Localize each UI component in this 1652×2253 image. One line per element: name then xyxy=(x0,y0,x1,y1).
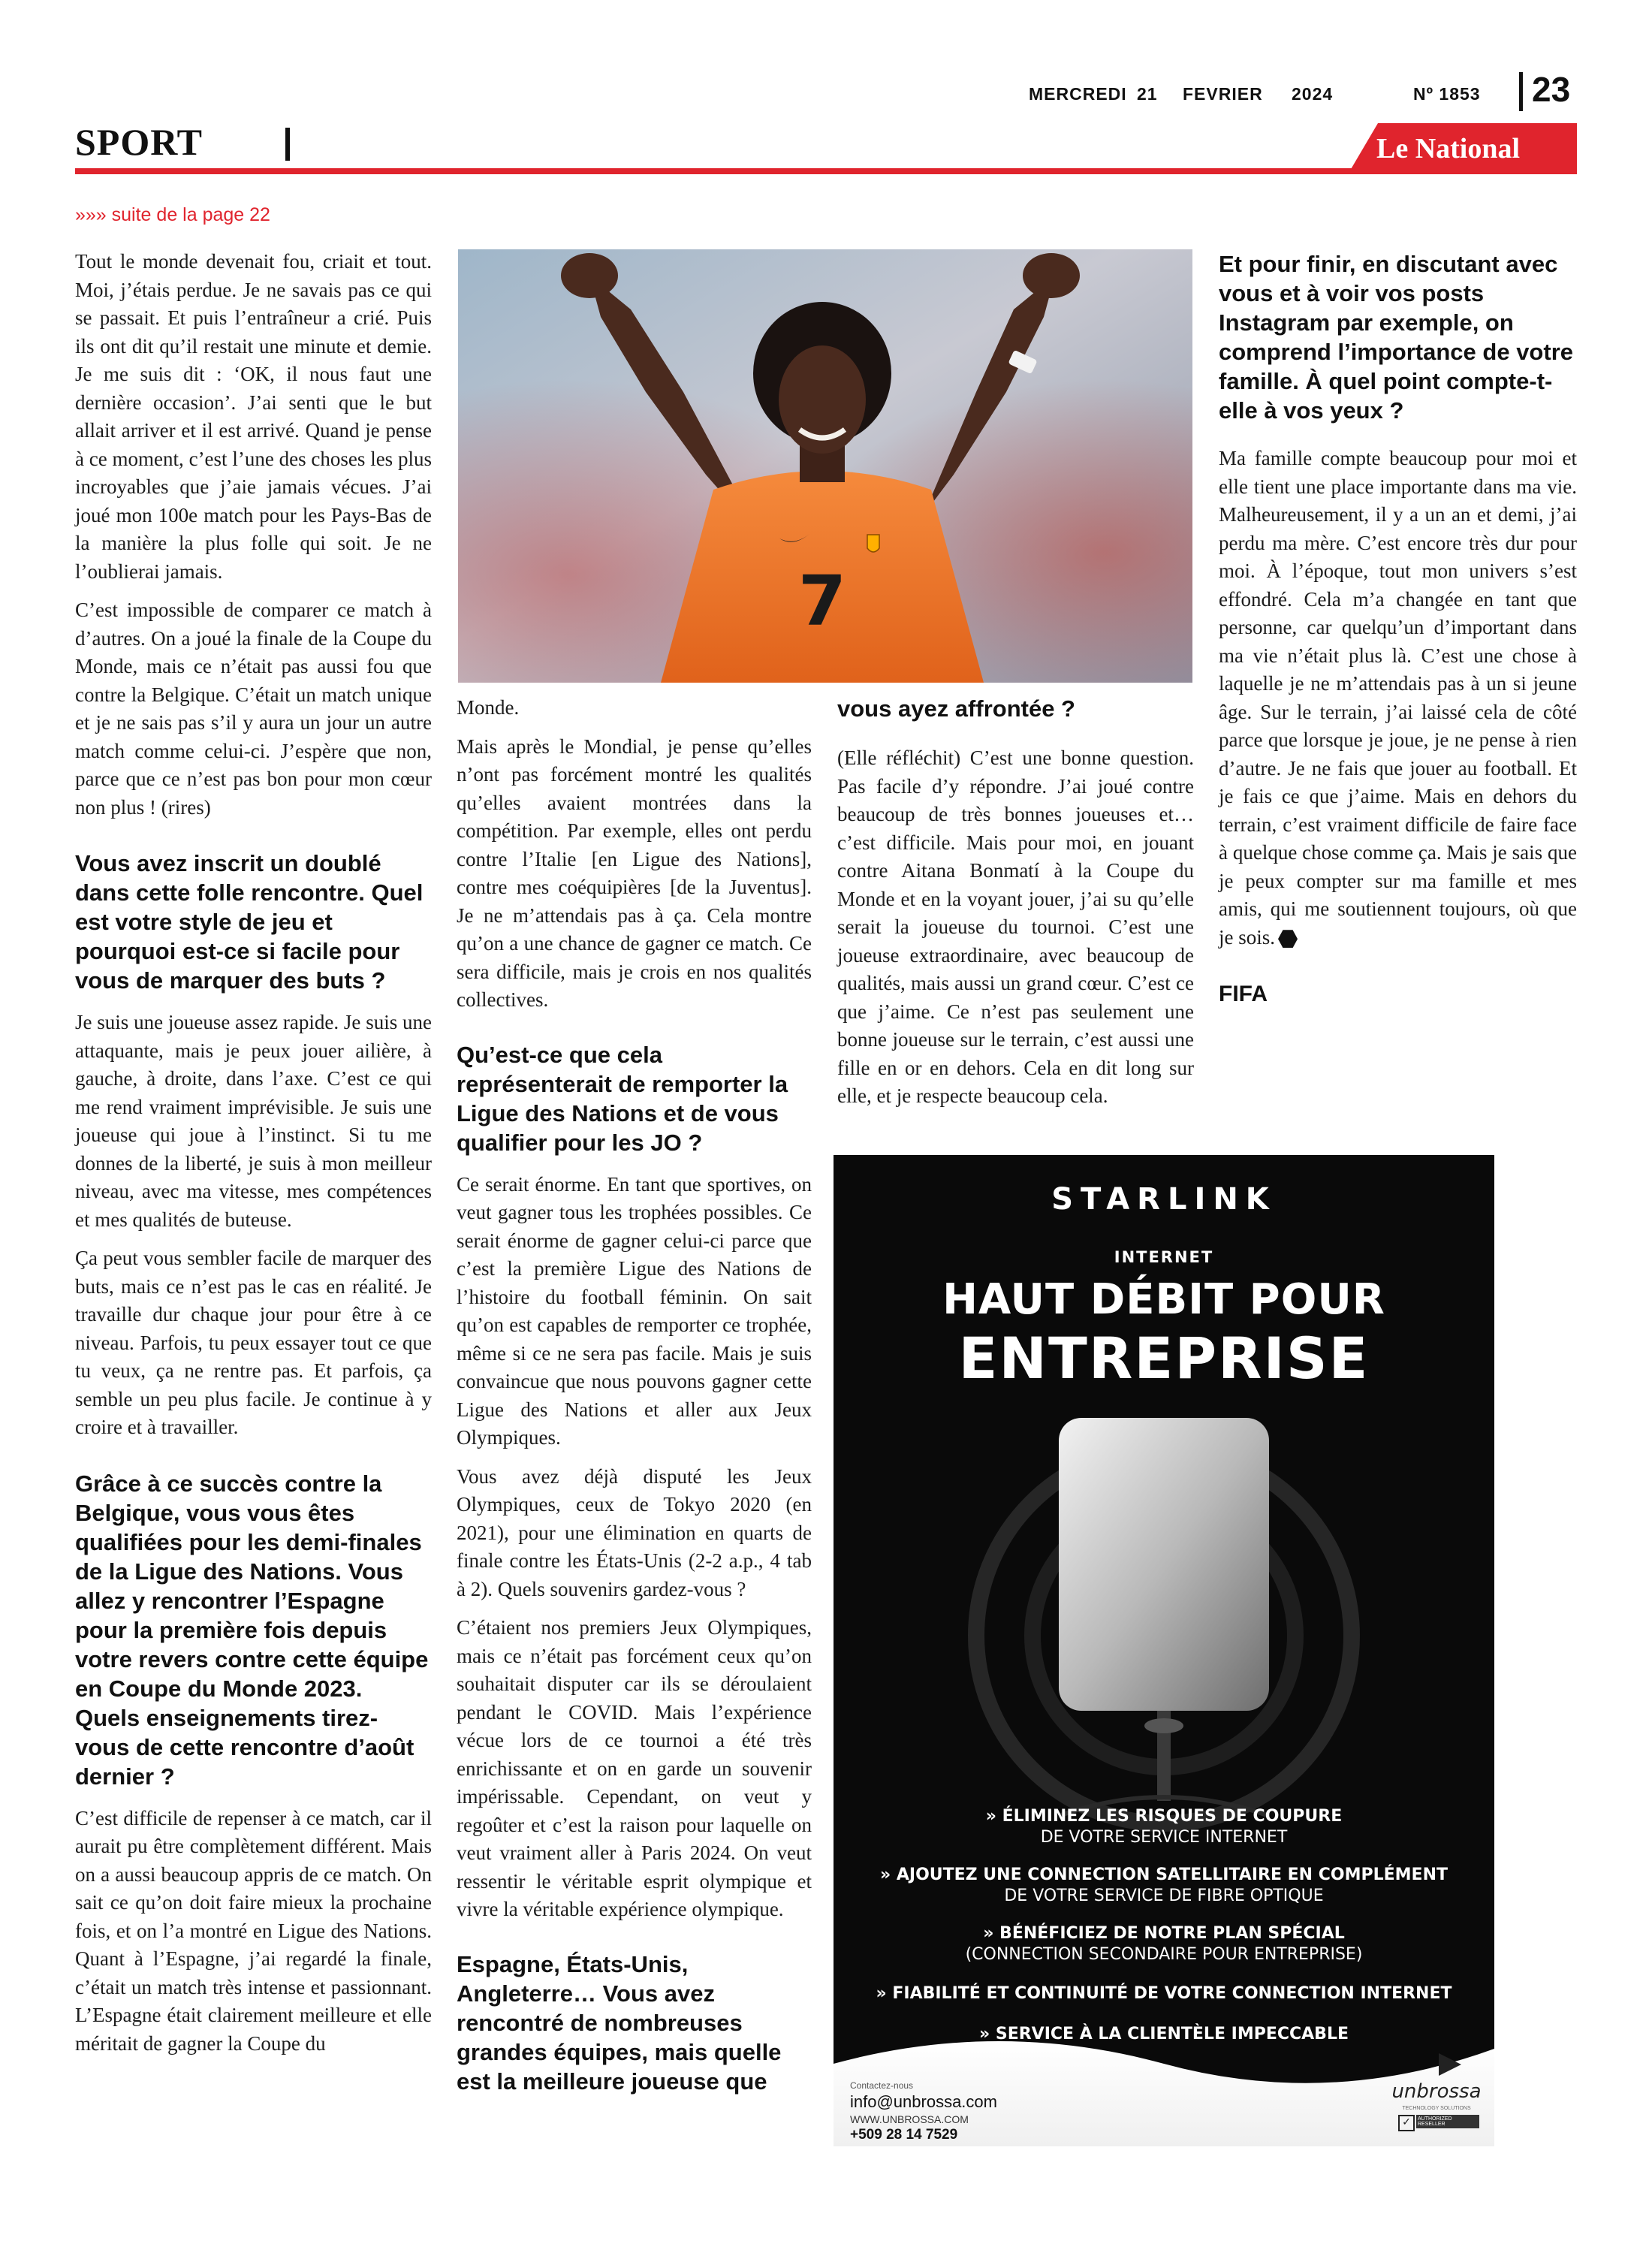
question-heading: vous ayez affrontée ? xyxy=(837,695,1075,722)
paragraph xyxy=(1219,445,1577,952)
player-photo xyxy=(458,249,1192,683)
question-heading: Et pour finir, en discutant avec vous et à voir vos posts Instagram par exemple, on comprend l’importance de votre famille. À quel point compte-t-elle à vos yeux ? xyxy=(1219,251,1573,424)
article-column-3 xyxy=(837,694,1194,1121)
reseller-badge: AUTHORIZED RESELLER xyxy=(1416,2115,1479,2128)
ad-kicker: INTERNET xyxy=(1114,1248,1214,1266)
ad-bullet-detail: DE VOTRE SERVICE INTERNET xyxy=(1040,1828,1288,1847)
ad-bullet: » ÉLIMINEZ LES RISQUES DE COUPURE xyxy=(985,1807,1343,1826)
ad-phone[interactable]: +509 28 14 7529 xyxy=(850,2127,958,2143)
starlink-advertisement[interactable] xyxy=(834,1155,1494,2146)
date-weekday: MERCREDI xyxy=(1029,84,1127,104)
paragraph: C’est impossible de comparer ce match à d’autres. On a joué la finale de la Coupe du Monde, mais ce n’était pas aussi fou que contre la Belgique. C’était un match unique et je ne sais pas s’il y aura un jour un autre match comme celui-ci. J’espère que non, parce que ce n’est pas bon pour mon cœur non plus ! (rires) xyxy=(75,599,432,819)
ad-bullet-detail: (CONNECTION SECONDAIRE POUR ENTREPRISE) xyxy=(965,1945,1363,1964)
ad-logo: unbrossa xyxy=(1391,2080,1482,2103)
question-heading: Espagne, États-Unis, Angleterre… Vous avez rencontré de nombreuses grandes équipes, mais quelle est la meilleure joueuse que xyxy=(457,1950,782,2095)
paragraph: Monde. xyxy=(457,696,520,719)
ad-bullet-detail: DE VOTRE SERVICE DE FIBRE OPTIQUE xyxy=(1004,1887,1324,1905)
ad-brand: STARLINK xyxy=(1051,1182,1277,1217)
paragraph: (Elle réfléchit) C’est une bonne question. Pas facile d’y répondre. J’ai joué contre beaucoup de très bonnes joueuses et… c’est difficile. Mais pour moi, en jouant contre Aitana Bonmatí à la Coupe du Monde et en la voyant jouer, j’ai su qu’elle serait la joueuse du tournoi. C’est une joueuse extraordinaire, avec beaucoup de qualités, mais aussi un grand cœur. C’est ce que j’aime. Ce n’est pas seulement une bonne joueuse sur le terrain, c’est aussi une fille en or en dehors. Cela en dit long sur elle, et je respecte beaucoup cela. xyxy=(837,746,1194,1107)
article-column-4 xyxy=(1219,249,1577,1007)
paragraph-text: Ma famille compte beaucoup pour moi et elle tient une place importante dans ma vie. Malheureusement, il y a un an et demi, j’ai perdu ma mère. C’est encore très dur pour moi. À l’époque, tout mon univers s’est effondré. Cela m’a changée en tant que personne, car quelqu’un d’important dans ma vie n’était plus là. C’est une chose à laquelle je ne m’attendais pas à un si jeune âge. Sur le terrain, j’ai laissé cela de côté parce que lorsque je joue, je ne pense à rien d’autre. Je ne fais que jouer au football. Et je fais ce que j’aime. Mais en dehors du terrain, c’est vraiment difficile de faire face à quelque chose comme ça. Mais je sais que je peux compter sur ma famille et mes amis, qui me soutiennent toujours, où que je sois. xyxy=(1219,447,1577,949)
question-heading: Vous avez inscrit un doublé dans cette folle rencontre. Quel est votre style de jeu et pourquoi est-ce si facile pour vous de marquer des buts ? xyxy=(75,850,424,994)
ad-bullet: » FIABILITÉ ET CONTINUITÉ DE VOTRE CONNECTION INTERNET xyxy=(876,1984,1452,2003)
ad-contact-label: Contactez-nous xyxy=(850,2080,914,2091)
paragraph: Vous avez déjà disputé les Jeux Olympiques, ceux de Tokyo 2020 (en 2021), pour une élimination en quarts de finale contre les États-Unis (2-2 a.p., 4 tab à 2). Quels souvenirs gardez-vous ? xyxy=(457,1464,812,1600)
end-mark-icon xyxy=(1278,930,1298,948)
ad-website[interactable]: WWW.UNBROSSA.COM xyxy=(850,2113,969,2125)
date-year: 2024 xyxy=(1292,84,1334,104)
article-column-2 xyxy=(457,694,812,2110)
jersey-number: 7 xyxy=(797,561,847,641)
ad-bullet: » AJOUTEZ UNE CONNECTION SATELLITAIRE EN COMPLÉMENT xyxy=(880,1865,1448,1884)
paragraph: Ça peut vous sembler facile de marquer des buts, mais ce n’est pas le cas en réalité. Je travaille dur chaque jour pour être à ce niveau. Parfois, tu peux essayer tout ce que tu veux, ça ne rentre pas. Et parfois, ça semble un peu plus facile. Je continue à y croire et à travailler. xyxy=(75,1247,432,1438)
article-column-1 xyxy=(75,248,432,2068)
ad-logo-subtitle: TECHNOLOGY SOLUTIONS xyxy=(1402,2106,1471,2111)
ad-email[interactable]: info@unbrossa.com xyxy=(850,2092,997,2111)
ad-headline-line2: ENTREPRISE xyxy=(958,1325,1370,1392)
ad-bullet: » SERVICE À LA CLIENTÈLE IMPECCABLE xyxy=(978,2025,1349,2043)
question-heading: Qu’est-ce que cela représenterait de remporter la Ligue des Nations et de vous qualifier pour les JO ? xyxy=(457,1041,788,1156)
paragraph: C’étaient nos premiers Jeux Olympiques, mais ce n’était pas forcément ceux qu’on souhaitait disputer car ils se déroulaient pendant le COVID. Mais l’expérience vécue lors de ce tournoi a été très enrichissante et on en garde un souvenir impérissable. Cependant, on veut y regoûter et c’est la raison pour laquelle on veut vraiment aller à Paris 2024. On veut ressentir le véritable esprit olympique et vivre la véritable expérience olympique. xyxy=(457,1616,812,1920)
ad-bullet: » BÉNÉFICIEZ DE NOTRE PLAN SPÉCIAL xyxy=(983,1924,1345,1943)
continued-from: »»» suite de la page 22 xyxy=(75,204,270,225)
date-day: 21 xyxy=(1137,84,1158,104)
question-heading: Grâce à ce succès contre la Belgique, vous vous êtes qualifiées pour les demi-finales de la Ligue des Nations. Vous allez y rencontrer l’Espagne pour la première fois depuis votre revers contre cette équipe en Coupe du Monde 2023. Quels enseignements tirez-vous de cette rencontre d’août dernier ? xyxy=(75,1470,429,1790)
page-number-divider xyxy=(1519,72,1523,111)
brand-name: Le National xyxy=(1376,133,1521,164)
check-badge-icon: ✓ xyxy=(1398,2115,1415,2131)
section-title: SPORT xyxy=(75,121,203,163)
section-divider xyxy=(285,128,290,161)
date-month: FEVRIER xyxy=(1183,84,1263,104)
paragraph: Je suis une joueuse assez rapide. Je suis une attaquante, mais je peux jouer ailière, à gauche, à droite, dans l’axe. C’est ce qui me rend vraiment imprévisible. Je suis une joueuse qui joue à l’instinct. Si tu me donnes de la liberté, je suis à mon meilleur niveau, avec ma vitesse, mes compétences et mes qualités de buteuse. xyxy=(75,1011,432,1231)
paragraph: Ce serait énorme. En tant que sportives, on veut gagner tous les trophées possibles. Ce serait énorme de gagner celui-ci parce que c’est la première Ligue des Nations de l’histoire du football féminin. On sait qu’on est capables de remporter ce trophée, même si ce ne sera pas facile. Mais je suis convaincue que nous pouvons gagner cette Ligue des Nations et aller aux Jeux Olympiques. xyxy=(457,1172,812,1449)
ad-headline-line1: HAUT DÉBIT POUR xyxy=(942,1275,1385,1324)
paragraph: C’est difficile de repenser à ce match, car il aurait pu être complètement différent. Mais on a aussi beaucoup appris de ce match. On sait ce qu’on doit faire mieux la prochaine fois, et on l’a montré en Ligue des Nations. Quant à l’Espagne, j’ai regardé la finale, c’était un match très intense et passionnant. L’Espagne était clairement meilleure et elle méritait de gagner la Coupe du xyxy=(75,1806,432,2055)
paragraph: Tout le monde devenait fou, criait et tout. Moi, j’étais perdue. Je ne savais pas ce qui se passait. Et puis l’entraîneur a crié. Puis ils ont dit qu’il restait une minute et demie. Je me suis dit : ‘OK, il nous faut une dernière occasion’. J’ai senti que le but allait arriver et il est arrivé. Quand je pense à ce moment, c’est l’une des choses les plus incroyables que j’aie jamais vécues. J’ai joué mon 100e match pour les Pays-Bas de la manière la plus folle qui soit. Je ne l’oublierai jamais. xyxy=(75,250,432,583)
article-source: FIFA xyxy=(1219,982,1268,1006)
page-number: 23 xyxy=(1532,70,1571,109)
paragraph: Mais après le Mondial, je pense qu’elles n’ont pas forcément montré les qualités qu’elles avaient montrées dans la compétition. Par exemple, elles ont perdu contre l’Italie [en Ligue des Nations], contre mes coéquipières [de la Juventus]. Je ne m’attendais pas à ça. Cela montre qu’on a une chance de gagner ce match. Ce sera difficile, mais je crois en nos qualités collectives. xyxy=(457,734,812,1011)
issue-number: Nº 1853 xyxy=(1413,84,1481,104)
